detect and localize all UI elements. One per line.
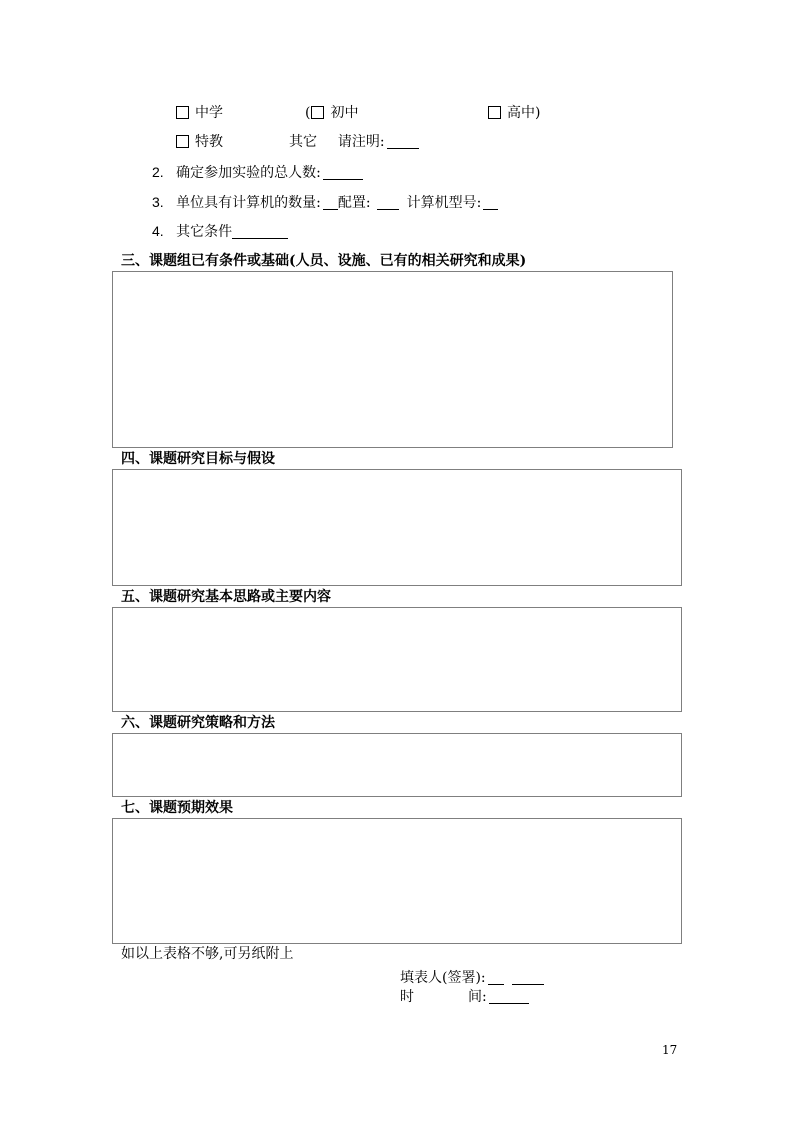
item-2-label: 确定参加实验的总人数: [176,165,321,181]
middle-school-label: 中学 [195,105,223,121]
section-6-heading: 六、课题研究策略和方法 [121,715,275,731]
other-label: 其它 [289,134,317,150]
section-4-heading: 四、课题研究目标与假设 [121,451,275,467]
time-blank[interactable] [489,989,529,1004]
time-label-2: 间: [468,989,487,1005]
filler-signature-row [400,969,544,987]
item-3-label-model: 计算机型号: [406,195,482,211]
checkbox-junior-high-row [305,104,358,122]
time-row [400,988,529,1006]
other-level-row [289,133,419,151]
item-4 [152,222,288,241]
item-3-number: 3. [152,194,164,210]
middle-school-checkbox[interactable] [176,106,189,119]
junior-high-checkbox[interactable] [311,106,324,119]
other-specify-blank[interactable] [387,134,419,149]
section-5-box[interactable] [112,607,682,712]
senior-high-checkbox[interactable] [488,106,501,119]
section-7-heading: 七、课题预期效果 [121,800,233,816]
filler-signature-blank-2[interactable] [512,970,544,985]
computer-model-blank[interactable] [483,195,498,210]
filler-signature-blank-1[interactable] [488,970,504,985]
item-3 [152,193,498,212]
item-2-number: 2. [152,164,164,180]
other-conditions-blank[interactable] [232,224,288,239]
special-ed-label: 特教 [195,134,223,150]
item-4-number: 4. [152,223,164,239]
section-3-box[interactable] [112,271,673,448]
section-3-heading: 三、课题组已有条件或基础(人员、设施、已有的相关研究和成果) [121,253,527,269]
please-specify-label: 请注明: [337,134,385,150]
computer-count-blank[interactable] [323,195,338,210]
computer-config-blank[interactable] [377,195,399,210]
item-3-label-count: 单位具有计算机的数量: [176,195,321,211]
page-number: 17 [662,1043,678,1057]
special-ed-checkbox[interactable] [176,135,189,148]
checkbox-middle-school-row [176,104,223,122]
checkbox-special-ed-row [176,133,223,151]
item-2 [152,163,363,182]
total-participants-blank[interactable] [323,165,363,180]
senior-high-label: 高中) [507,105,541,121]
time-label-1: 时 [400,989,414,1005]
item-3-label-config: 配置: [337,195,371,211]
item-4-label: 其它条件 [176,224,233,240]
section-6-box[interactable] [112,733,682,797]
section-5-heading: 五、课题研究基本思路或主要内容 [121,589,331,605]
extra-pages-note: 如以上表格不够,可另纸附上 [121,946,294,962]
checkbox-senior-high-row [488,104,540,122]
section-4-box[interactable] [112,469,682,586]
filler-label: 填表人(签署): [400,970,486,986]
paren-open: ( [305,105,311,121]
junior-high-label: 初中 [330,105,359,121]
section-7-box[interactable] [112,818,682,944]
